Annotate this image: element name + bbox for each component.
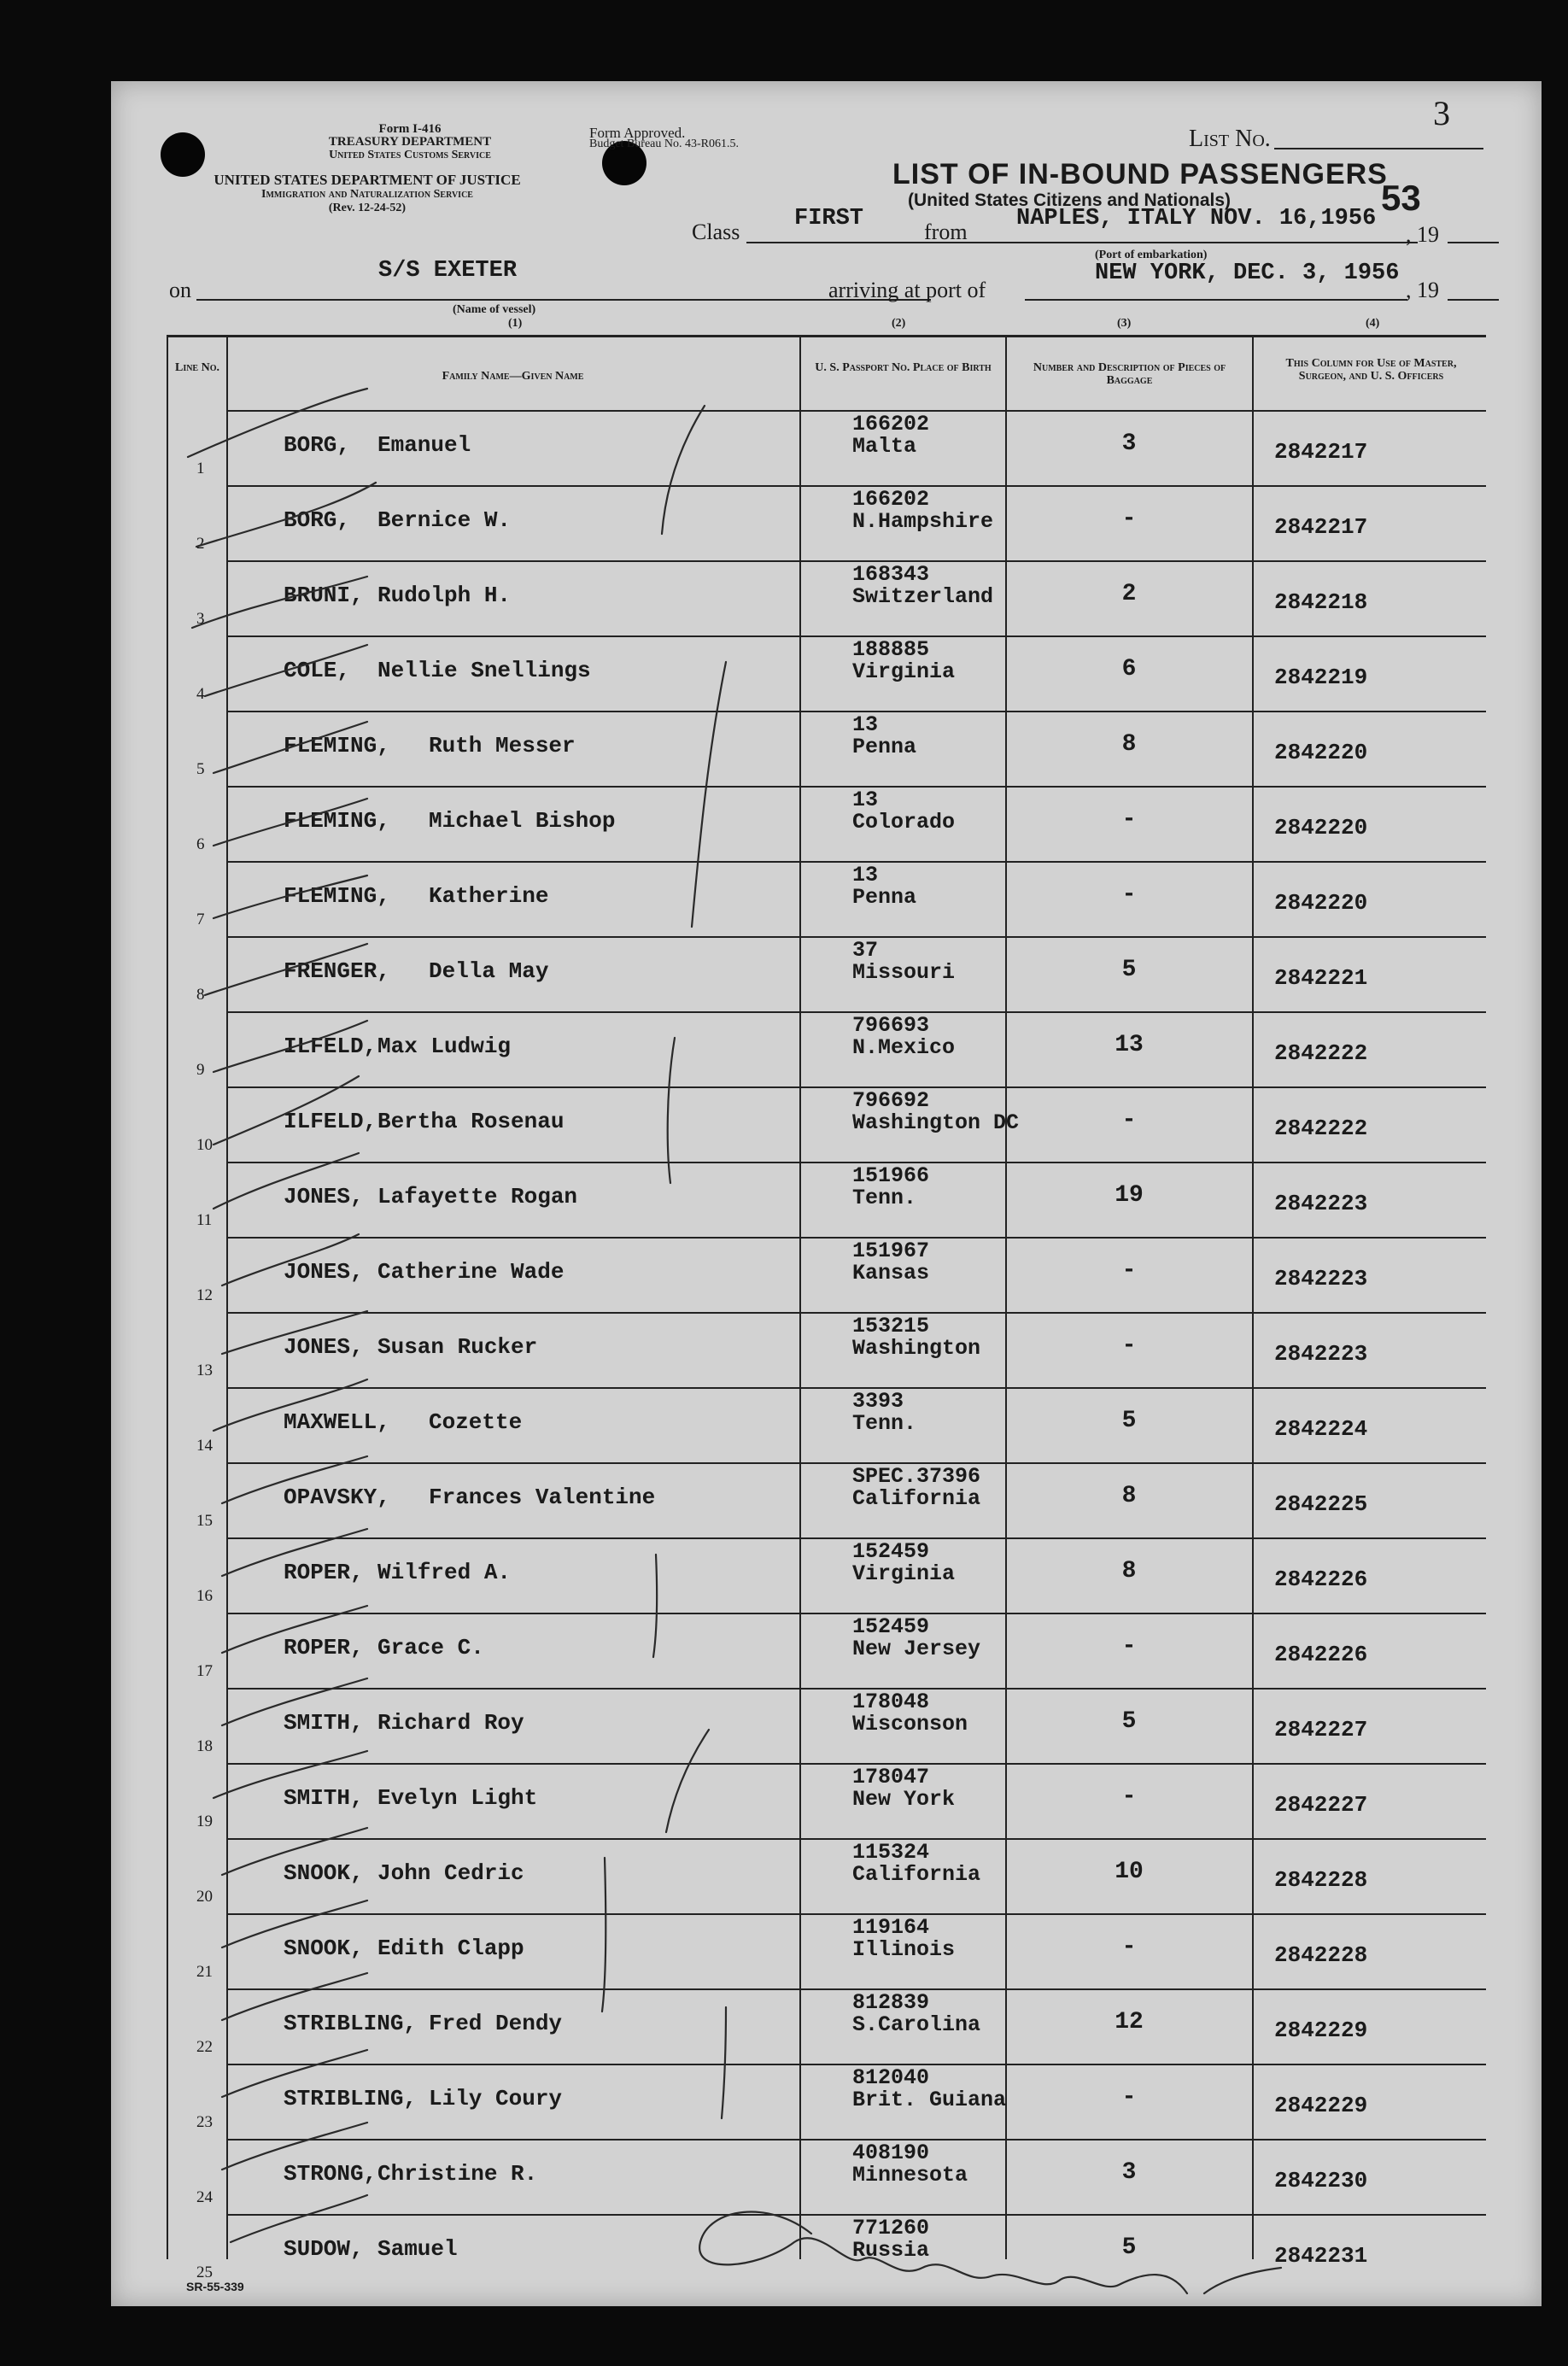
line-number: 23 [196, 2113, 213, 2131]
line-number: 4 [196, 685, 205, 703]
given-name: Rudolph H. [377, 583, 512, 608]
given-name: Michael Bishop [429, 808, 616, 834]
place-of-birth: Brit. Guiana [852, 2088, 1007, 2112]
family-name: ROPER, [284, 1635, 364, 1660]
check-mark [222, 2050, 367, 2097]
passport-number: 37 [852, 938, 879, 963]
given-name: Frances Valentine [429, 1485, 656, 1510]
line-number: 17 [196, 1662, 213, 1680]
place-of-birth: California [852, 1486, 981, 1511]
line-number: 3 [196, 610, 205, 628]
form-code: SR-55-339 [186, 2280, 244, 2293]
list-no-label: List No. [1189, 126, 1271, 152]
family-name: ILFELD, [284, 1034, 377, 1059]
passport-number: SPEC.37396 [852, 1464, 981, 1489]
col-head-passport: U. S. Passport No. Place of Birth [815, 361, 992, 374]
officer-signature [699, 2212, 1187, 2293]
baggage-count: 3 [1121, 2159, 1137, 2186]
place-of-birth: Colorado [852, 810, 956, 835]
officer-number: 2842223 [1274, 1266, 1368, 1291]
passport-number: 178048 [852, 1690, 930, 1714]
officer-number: 2842231 [1274, 2243, 1368, 2269]
class-label: Class [692, 220, 740, 244]
passport-number: 119164 [852, 1915, 930, 1940]
family-name: ILFELD, [284, 1109, 377, 1134]
officer-number: 2842228 [1274, 1867, 1368, 1893]
handwritten-marks [111, 81, 1542, 2306]
check-mark [205, 944, 367, 995]
on-label: on [169, 278, 191, 302]
family-name: ROPER, [284, 1560, 364, 1585]
officer-number: 2842221 [1274, 965, 1368, 991]
given-name: Richard Roy [377, 1710, 524, 1736]
check-mark [188, 389, 367, 457]
officer-number: 2842222 [1274, 1116, 1368, 1141]
family-name: BORG, [284, 507, 351, 533]
family-name: SUDOW, [284, 2236, 364, 2262]
family-name: FLEMING, [284, 733, 390, 758]
passport-number: 3393 [852, 1389, 904, 1414]
check-mark [214, 799, 367, 846]
given-name: Susan Rucker [377, 1334, 538, 1360]
passport-number: 152459 [852, 1539, 930, 1564]
baggage-count: - [1121, 1934, 1137, 1960]
family-name: FLEMING, [284, 808, 390, 834]
family-name: BORG, [284, 432, 351, 458]
place-of-birth: Minnesota [852, 2163, 968, 2187]
form-number: Form I-416 [378, 122, 442, 136]
officer-number: 2842220 [1274, 815, 1368, 840]
check-mark [231, 2195, 367, 2242]
baggage-count: 2 [1121, 581, 1137, 607]
baggage-count: 12 [1115, 2009, 1144, 2035]
place-of-birth: Missouri [852, 960, 956, 985]
passport-number: 178047 [852, 1765, 930, 1789]
officer-number: 2842224 [1274, 1416, 1368, 1442]
check-mark [214, 722, 367, 773]
line-number: 20 [196, 1888, 213, 1906]
bracket-mark [602, 1858, 606, 2012]
place-of-birth: Penna [852, 735, 917, 759]
check-mark [214, 1379, 367, 1431]
check-mark [192, 577, 367, 628]
col-number-4: (4) [1366, 317, 1380, 330]
line-number: 19 [196, 1813, 213, 1830]
given-name: Samuel [377, 2236, 458, 2262]
place-of-birth: Kansas [852, 1261, 930, 1285]
given-name: Wilfred A. [377, 1560, 512, 1585]
passport-number: 771260 [852, 2216, 930, 2240]
check-mark [222, 1828, 367, 1875]
line-number: 15 [196, 1512, 213, 1530]
baggage-count: - [1121, 1257, 1137, 1284]
line-number: 16 [196, 1587, 213, 1605]
line-number: 5 [196, 760, 205, 778]
arriving-year-label: , 19 [1406, 278, 1439, 302]
bracket-mark [668, 1038, 675, 1183]
line-number: 12 [196, 1286, 213, 1304]
col-number-2: (2) [892, 317, 906, 330]
place-of-birth: Russia [852, 2238, 930, 2263]
line-number: 8 [196, 986, 205, 1004]
line-number: 10 [196, 1136, 213, 1154]
family-name: MAXWELL, [284, 1409, 390, 1435]
baggage-count: 5 [1121, 2234, 1137, 2261]
check-mark [214, 1751, 367, 1798]
family-name: STRIBLING, [284, 2011, 418, 2036]
baggage-count: 13 [1115, 1032, 1144, 1058]
place-of-birth: California [852, 1862, 981, 1887]
place-of-birth: Malta [852, 434, 917, 459]
given-name: Bernice W. [377, 507, 512, 533]
passport-number: 812040 [852, 2065, 930, 2090]
given-name: Fred Dendy [429, 2011, 563, 2036]
officer-number: 2842226 [1274, 1642, 1368, 1667]
family-name: SNOOK, [284, 1860, 364, 1886]
bracket-mark [692, 662, 726, 927]
check-mark [222, 1606, 367, 1653]
passport-number: 13 [852, 788, 879, 812]
justice-department: UNITED STATES DEPARTMENT OF JUSTICE [214, 172, 521, 188]
passport-number: 812839 [852, 1990, 930, 2015]
baggage-count: - [1121, 2084, 1137, 2111]
check-mark [214, 876, 367, 918]
bracket-mark [662, 406, 705, 534]
passport-number: 408190 [852, 2141, 930, 2165]
check-mark [222, 1900, 367, 1947]
baggage-count: 5 [1121, 957, 1137, 983]
col-number-3: (3) [1117, 317, 1132, 330]
from-year-label: , 19 [1406, 222, 1439, 247]
officer-number: 2842230 [1274, 2168, 1368, 2193]
line-number: 2 [196, 535, 205, 553]
check-mark [222, 1234, 359, 1285]
baggage-count: 5 [1121, 1708, 1137, 1735]
officer-number: 2842227 [1274, 1792, 1368, 1818]
class-value: FIRST [794, 206, 864, 231]
given-name: Grace C. [377, 1635, 484, 1660]
given-name: Nellie Snellings [377, 658, 591, 683]
port-embarkation-label: (Port of embarkation) [1095, 249, 1208, 261]
place-of-birth: Penna [852, 885, 917, 910]
given-name: Della May [429, 958, 549, 984]
passport-number: 153215 [852, 1314, 930, 1338]
place-of-birth: Virginia [852, 659, 956, 684]
family-name: JONES, [284, 1259, 364, 1285]
family-name: SNOOK, [284, 1936, 364, 1961]
given-name: Lily Coury [429, 2086, 563, 2111]
col-head-baggage: Number and Description of Pieces of Baggage [1033, 361, 1226, 387]
place-of-birth: New York [852, 1787, 956, 1812]
check-mark [222, 1973, 367, 2020]
place-of-birth: Virginia [852, 1561, 956, 1586]
passport-number: 151967 [852, 1239, 930, 1263]
passport-number: 13 [852, 863, 879, 887]
given-name: Cozette [429, 1409, 523, 1435]
budget-bureau: Budget Bureau No. 43-R061.5. [589, 138, 739, 150]
passport-number: 115324 [852, 1840, 930, 1865]
officer-number: 2842226 [1274, 1567, 1368, 1592]
line-number: 11 [196, 1211, 213, 1229]
revision-date: (Rev. 12-24-52) [328, 202, 407, 214]
arriving-value: NEW YORK, DEC. 3, 1956 [1095, 261, 1400, 286]
officer-number: 2842220 [1274, 890, 1368, 916]
form-approved: Form Approved. [589, 125, 686, 141]
passport-number: 166202 [852, 487, 930, 512]
place-of-birth: S.Carolina [852, 2012, 981, 2037]
given-name: Ruth Messer [429, 733, 576, 758]
treasury-department: TREASURY DEPARTMENT [328, 135, 492, 149]
baggage-count: - [1121, 1633, 1137, 1660]
place-of-birth: Tenn. [852, 1411, 917, 1436]
officer-number: 2842223 [1274, 1191, 1368, 1216]
baggage-count: 3 [1121, 430, 1137, 457]
baggage-count: - [1121, 1107, 1137, 1133]
col-head-officers: This Column for Use of Master, Surgeon, and U. S. Officers [1285, 357, 1457, 383]
given-name: Katherine [429, 883, 549, 909]
baggage-count: - [1121, 1783, 1137, 1810]
from-label: from [924, 220, 968, 244]
given-name: Evelyn Light [377, 1785, 538, 1811]
officer-number: 2842218 [1274, 589, 1368, 615]
baggage-count: - [1121, 1332, 1137, 1359]
baggage-count: 6 [1121, 656, 1137, 682]
given-name: Max Ludwig [377, 1034, 512, 1059]
officer-number: 2842229 [1274, 2093, 1368, 2118]
bracket-mark [666, 1730, 709, 1832]
given-name: Emanuel [377, 432, 471, 458]
line-number: 21 [196, 1963, 213, 1981]
family-name: STRIBLING, [284, 2086, 418, 2111]
officer-number: 2842220 [1274, 740, 1368, 765]
baggage-count: 19 [1115, 1182, 1144, 1209]
place-of-birth: Wisconson [852, 1712, 968, 1736]
line-number: 9 [196, 1061, 205, 1079]
check-mark [222, 1529, 367, 1576]
passport-number: 152459 [852, 1614, 930, 1639]
signature-flourish [1204, 2268, 1281, 2293]
list-no-value: 3 [1433, 94, 1450, 132]
baggage-count: 8 [1121, 731, 1137, 758]
place-of-birth: Illinois [852, 1937, 956, 1962]
passport-number: 151966 [852, 1163, 930, 1188]
bracket-mark [722, 2007, 726, 2118]
baggage-count: - [1121, 506, 1137, 532]
family-name: JONES, [284, 1334, 364, 1360]
given-name: Bertha Rosenau [377, 1109, 565, 1134]
officer-number: 2842222 [1274, 1040, 1368, 1066]
given-name: Catherine Wade [377, 1259, 565, 1285]
check-mark [222, 1311, 367, 1354]
family-name: FRENGER, [284, 958, 390, 984]
line-number: 22 [196, 2038, 213, 2056]
family-name: COLE, [284, 658, 351, 683]
baggage-count: 5 [1121, 1408, 1137, 1434]
check-mark [222, 1456, 367, 1503]
form-subtitle: (United States Citizens and Nationals) [908, 190, 1232, 210]
family-name: FLEMING, [284, 883, 390, 909]
family-name: SMITH, [284, 1710, 364, 1736]
line-number: 25 [196, 2264, 213, 2281]
check-mark [222, 2123, 367, 2170]
col-head-line-no: Line No. [174, 361, 219, 374]
line-number: 13 [196, 1362, 213, 1379]
officer-number: 2842217 [1274, 439, 1368, 465]
passport-number: 188885 [852, 637, 930, 662]
officer-number: 2842229 [1274, 2018, 1368, 2043]
line-number: 18 [196, 1737, 213, 1755]
check-mark [222, 1678, 367, 1725]
place-of-birth: N.Mexico [852, 1035, 956, 1060]
bracket-mark [653, 1555, 657, 1657]
given-name: Christine R. [377, 2161, 538, 2187]
check-mark [205, 645, 367, 696]
baggage-count: - [1121, 881, 1137, 908]
place-of-birth: Tenn. [852, 1186, 917, 1210]
officer-number: 2842223 [1274, 1341, 1368, 1367]
arriving-label: arriving at port of [828, 278, 986, 302]
handwritten-number: 53 [1381, 178, 1421, 218]
place-of-birth: Washington [852, 1336, 981, 1361]
col-number-1: (1) [508, 317, 523, 330]
passport-number: 166202 [852, 412, 930, 436]
given-name: John Cedric [377, 1860, 524, 1886]
family-name: BRUNI, [284, 583, 364, 608]
line-number: 6 [196, 835, 205, 853]
family-name: SMITH, [284, 1785, 364, 1811]
from-value: NAPLES, ITALY NOV. 16,1956 [1016, 206, 1377, 231]
place-of-birth: New Jersey [852, 1637, 981, 1661]
place-of-birth: Washington DC [852, 1110, 1020, 1135]
check-mark [196, 483, 376, 547]
form-title: LIST OF IN-BOUND PASSENGERS [892, 158, 1388, 190]
vessel-value: S/S EXETER [378, 258, 518, 284]
baggage-count: 10 [1115, 1859, 1144, 1885]
line-number: 7 [196, 911, 205, 928]
officer-number: 2842227 [1274, 1717, 1368, 1742]
place-of-birth: Switzerland [852, 584, 994, 609]
family-name: STRONG, [284, 2161, 377, 2187]
passport-number: 796692 [852, 1088, 930, 1113]
customs-service: United States Customs Service [329, 149, 491, 161]
place-of-birth: N.Hampshire [852, 509, 994, 534]
officer-number: 2842228 [1274, 1942, 1368, 1968]
col-head-family-name: Family Name—Given Name [442, 370, 584, 383]
officer-number: 2842217 [1274, 514, 1368, 540]
check-mark [214, 1153, 359, 1209]
passport-number: 13 [852, 712, 879, 737]
line-number: 24 [196, 2188, 213, 2206]
baggage-count: - [1121, 806, 1137, 833]
vessel-label: (Name of vessel) [453, 303, 536, 316]
baggage-count: 8 [1121, 1558, 1137, 1584]
baggage-count: 8 [1121, 1483, 1137, 1509]
check-mark [214, 1021, 367, 1072]
officer-number: 2842225 [1274, 1491, 1368, 1517]
manifest-sheet [111, 81, 1542, 2306]
family-name: JONES, [284, 1184, 364, 1209]
officer-number: 2842219 [1274, 665, 1368, 690]
passport-number: 168343 [852, 562, 930, 587]
check-mark [214, 1076, 359, 1145]
given-name: Edith Clapp [377, 1936, 524, 1961]
family-name: OPAVSKY, [284, 1485, 390, 1510]
line-number: 1 [196, 460, 205, 477]
passport-number: 796693 [852, 1013, 930, 1038]
given-name: Lafayette Rogan [377, 1184, 578, 1209]
immigration-service: Immigration and Naturalization Service [261, 188, 473, 201]
line-number: 14 [196, 1437, 213, 1455]
